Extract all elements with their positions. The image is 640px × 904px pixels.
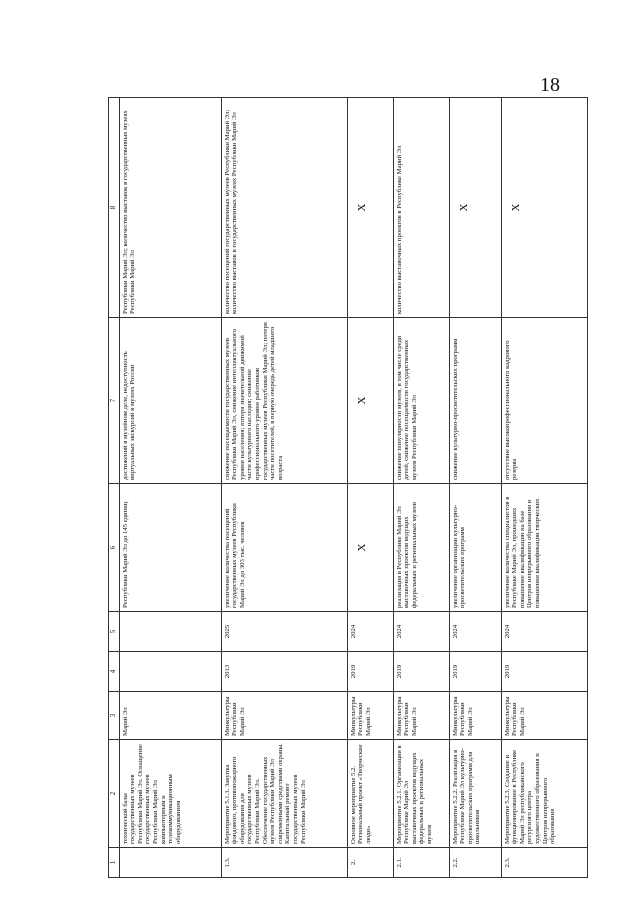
related-indicators: X bbox=[501, 98, 587, 318]
activity-name: Основное мероприятие 5.2. Региональный проект «Творческие люди» bbox=[347, 740, 393, 848]
related-indicators: X bbox=[449, 98, 501, 318]
header-row bbox=[109, 98, 120, 878]
table-row bbox=[501, 98, 587, 878]
column-header: 7 bbox=[109, 318, 120, 484]
start-year: 2019 bbox=[449, 652, 501, 692]
row-number: 2.3. bbox=[501, 848, 587, 878]
activity-name: Мероприятие 5.1.3. Закупка фондового, противопожарного оборудования для государственных музеев Республики Марий Эл. Обеспечение государственных музеев Республики Марий Эл современными средствами охраны. Капитальный ремонт государственных музеев Республики Марий Эл bbox=[221, 740, 347, 848]
table-row bbox=[221, 98, 347, 878]
end-year bbox=[119, 612, 221, 652]
column-header: 8 bbox=[109, 98, 120, 318]
column-header: 3 bbox=[109, 692, 120, 740]
table-row bbox=[393, 98, 449, 878]
row-number: 2. bbox=[347, 848, 393, 878]
column-header: 1 bbox=[109, 848, 120, 878]
activity-name: Мероприятие 5.2.2. Реализация в Республике Марий Эл культурно-просветительских программ для школьников bbox=[449, 740, 501, 848]
end-year: 2024 bbox=[393, 612, 449, 652]
row-number: 2.1. bbox=[393, 848, 449, 878]
expected-result: увеличение количества посещений государственных музеев Республики Марий Эл до 303 тыс. человек bbox=[221, 484, 347, 612]
column-header: 4 bbox=[109, 652, 120, 692]
end-year: 2024 bbox=[501, 612, 587, 652]
expected-result: X bbox=[347, 484, 393, 612]
activity-name: технической базы государственных музеев Республики Марий Эл. Оснащение государственных музеев Республики Марий Эл компьютерным и телекоммуникационным оборудованием bbox=[119, 740, 221, 848]
non-implementation-consequences: отсутствие высокопрофессионального кадрового резерва bbox=[501, 318, 587, 484]
start-year: 2013 bbox=[221, 652, 347, 692]
start-year: 2019 bbox=[501, 652, 587, 692]
table-row bbox=[347, 98, 393, 878]
table-row bbox=[449, 98, 501, 878]
non-implementation-consequences: X bbox=[347, 318, 393, 484]
row-number: 2.2. bbox=[449, 848, 501, 878]
table-row bbox=[119, 98, 221, 878]
activity-name: Мероприятие 5.2.1. Организация в Республике Марий Эл выставочных проектов ведущих федеральных и региональных музеев bbox=[393, 740, 449, 848]
end-year: 2024 bbox=[347, 612, 393, 652]
responsible-executor: Минкультуры Республики Марий Эл bbox=[347, 692, 393, 740]
responsible-executor: Минкультуры Республики Марий Эл bbox=[449, 692, 501, 740]
responsible-executor: Минкультуры Республики Марий Эл bbox=[501, 692, 587, 740]
start-year: 2019 bbox=[393, 652, 449, 692]
activity-name: Мероприятие 5.2.3. Создание и функционирование в Республике Марий Эл республиканского ресурсного центра художественного образования и Центров непрерывного образования bbox=[501, 740, 587, 848]
responsible-executor: Марий Эл bbox=[119, 692, 221, 740]
non-implementation-consequences: снижение популярности музеев, в том числе среди детей, снижение посещаемости государственных музеев Республики Марий Эл bbox=[393, 318, 449, 484]
responsible-executor: Минкультуры Республики Марий Эл bbox=[221, 692, 347, 740]
column-header: 6 bbox=[109, 484, 120, 612]
column-header: 5 bbox=[109, 612, 120, 652]
program-activities-table bbox=[108, 97, 588, 878]
related-indicators: X bbox=[347, 98, 393, 318]
start-year: 2019 bbox=[347, 652, 393, 692]
responsible-executor: Минкультуры Республики Марий Эл bbox=[393, 692, 449, 740]
related-indicators: Республики Марий Эл; количество выставок в государственных музеях Республики Марий Эл bbox=[119, 98, 221, 318]
page-number: 18 bbox=[540, 74, 560, 96]
non-implementation-consequences: снижение культурно-просветительских программ bbox=[449, 318, 501, 484]
expected-result: реализация в Республике Марий Эл выставочных проектов ведущих федеральных и региональных музеев bbox=[393, 484, 449, 612]
expected-result: увеличение организации культурно-просветительских программ bbox=[449, 484, 501, 612]
expected-result: Республики Марий Эл до 145 единиц bbox=[119, 484, 221, 612]
start-year bbox=[119, 652, 221, 692]
expected-result: увеличение количества специалистов в Республике Марий Эл, прошедших повышение квалификации на базе Центров непрерывного образования и повышения квалификации творческих bbox=[501, 484, 587, 612]
end-year: 2025 bbox=[221, 612, 347, 652]
non-implementation-consequences: снижение посещаемости государственных музеев Республики Марий Эл, снижение интеллектуального уровня населения; потеря значительной движимой части культурного наследия; снижение профессионального уровня работников государственных музеев Республики Марий Эл; потеря части посетителей, в первую очередь детей младшего возраста bbox=[221, 318, 347, 484]
related-indicators: количество посещений государственных музеев Республики Марий Эл; количество выставок в государственных музеях Республики Марий Эл bbox=[221, 98, 347, 318]
rotated-table-container bbox=[108, 98, 618, 878]
row-number: 1.3. bbox=[221, 848, 347, 878]
related-indicators: количество выставочных проектов в Республике Марий Эл bbox=[393, 98, 449, 318]
column-header: 2 bbox=[109, 740, 120, 848]
row-number bbox=[119, 848, 221, 878]
non-implementation-consequences: достижений в музейном деле, недоступность виртуальных экскурсий в музеях России bbox=[119, 318, 221, 484]
end-year: 2024 bbox=[449, 612, 501, 652]
